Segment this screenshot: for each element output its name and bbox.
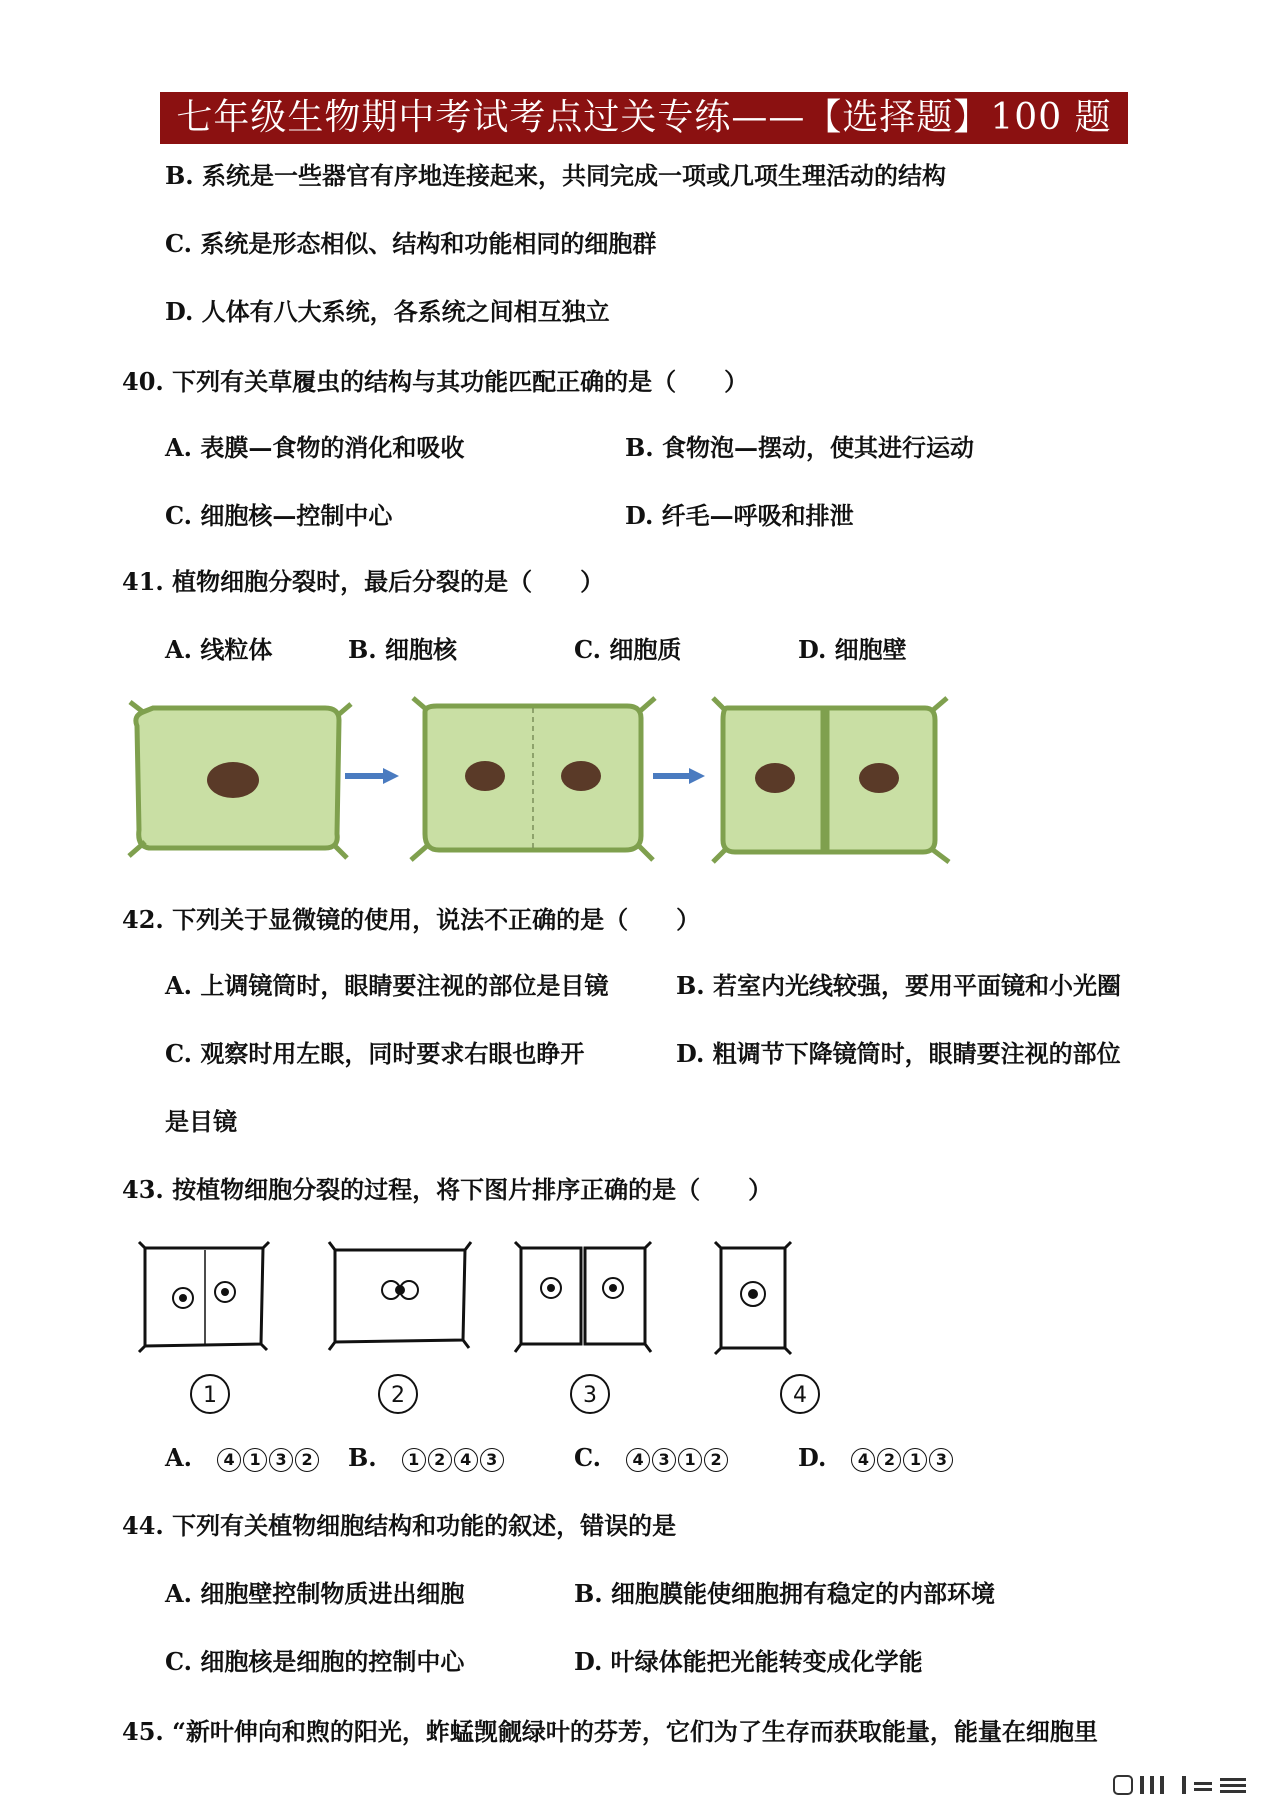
q43-option-c: C. 4 3 1 2 [574, 1442, 730, 1474]
page-corner-marks [1112, 1772, 1252, 1798]
sketch-2 [329, 1242, 471, 1350]
q41-stem: 41. 植物细胞分裂时，最后分裂的是（ ） [122, 567, 605, 596]
q42-stem: 42. 下列关于显微镜的使用，说法不正确的是（ ） [122, 905, 701, 934]
nucleus [465, 761, 505, 791]
q40-option-c: C. 细胞核—控制中心 [165, 501, 393, 530]
sketch-4 [715, 1242, 791, 1354]
q39-option-d: D. 人体有八大系统，各系统之间相互独立 [165, 297, 610, 326]
figure-label-2: 2 [378, 1374, 418, 1414]
undivided-cell [129, 702, 351, 858]
sketch-3 [515, 1242, 651, 1352]
q42-option-d-cont: 是目镜 [165, 1107, 237, 1136]
figure-label-3: 3 [570, 1374, 610, 1414]
cell-division-color-figure [125, 690, 965, 870]
q40-option-a: A. 表膜—食物的消化和吸收 [165, 433, 465, 462]
q40-option-b: B. 食物泡—摆动，使其进行运动 [625, 433, 974, 462]
q44-stem: 44. 下列有关植物细胞结构和功能的叙述，错误的是 [122, 1511, 677, 1540]
arrow-1 [345, 768, 399, 784]
q44-option-c: C. 细胞核是细胞的控制中心 [165, 1647, 465, 1676]
q43-option-b: B. 1 2 4 3 [348, 1442, 506, 1474]
q39-option-c: C. 系统是形态相似、结构和功能相同的细胞群 [165, 229, 657, 258]
nucleus [561, 761, 601, 791]
q41-option-c: C. 细胞质 [574, 635, 682, 664]
nucleus [859, 763, 899, 793]
q43-option-a: A. 4 1 3 2 [165, 1442, 321, 1474]
q41-option-a: A. 线粒体 [165, 635, 273, 664]
q40-option-d: D. 纤毛—呼吸和排泄 [625, 501, 854, 530]
figure-label-4: 4 [780, 1374, 820, 1414]
q42-option-d: D. 粗调节下降镜筒时，眼睛要注视的部位 [676, 1039, 1121, 1068]
arrow-2 [653, 768, 705, 784]
q44-option-b: B. 细胞膜能使细胞拥有稳定的内部环境 [574, 1579, 995, 1608]
page-title-banner: 七年级生物期中考试考点过关专练——【选择题】100 题 [160, 92, 1128, 144]
q44-option-d: D. 叶绿体能把光能转变成化学能 [574, 1647, 923, 1676]
q43-stem: 43. 按植物细胞分裂的过程，将下图片排序正确的是（ ） [122, 1175, 773, 1204]
q44-option-a: A. 细胞壁控制物质进出细胞 [165, 1579, 465, 1608]
q43-option-d: D. 4 2 1 3 [798, 1442, 955, 1474]
q41-option-b: B. 细胞核 [348, 635, 457, 664]
sketch-1 [139, 1242, 269, 1352]
figure-label-1: 1 [190, 1374, 230, 1414]
q41-option-d: D. 细胞壁 [798, 635, 907, 664]
q42-option-a: A. 上调镜筒时，眼睛要注视的部位是目镜 [165, 971, 609, 1000]
q40-stem: 40. 下列有关草履虫的结构与其功能匹配正确的是（ ） [122, 367, 749, 396]
q39-option-b: B. 系统是一些器官有序地连接起来，共同完成一项或几项生理活动的结构 [165, 161, 946, 190]
nucleus [755, 763, 795, 793]
dividing-cell [411, 698, 655, 860]
q42-option-b: B. 若室内光线较强，要用平面镜和小光圈 [676, 971, 1121, 1000]
cell-division-sketch-figure [135, 1240, 855, 1360]
nucleus [207, 762, 259, 798]
divided-cells [713, 698, 949, 862]
q45-stem: 45. “新叶伸向和煦的阳光，蚱蜢觊觎绿叶的芬芳，它们为了生存而获取能量，能量在细胞里 [122, 1717, 1098, 1746]
q42-option-c: C. 观察时用左眼，同时要求右眼也睁开 [165, 1039, 585, 1068]
